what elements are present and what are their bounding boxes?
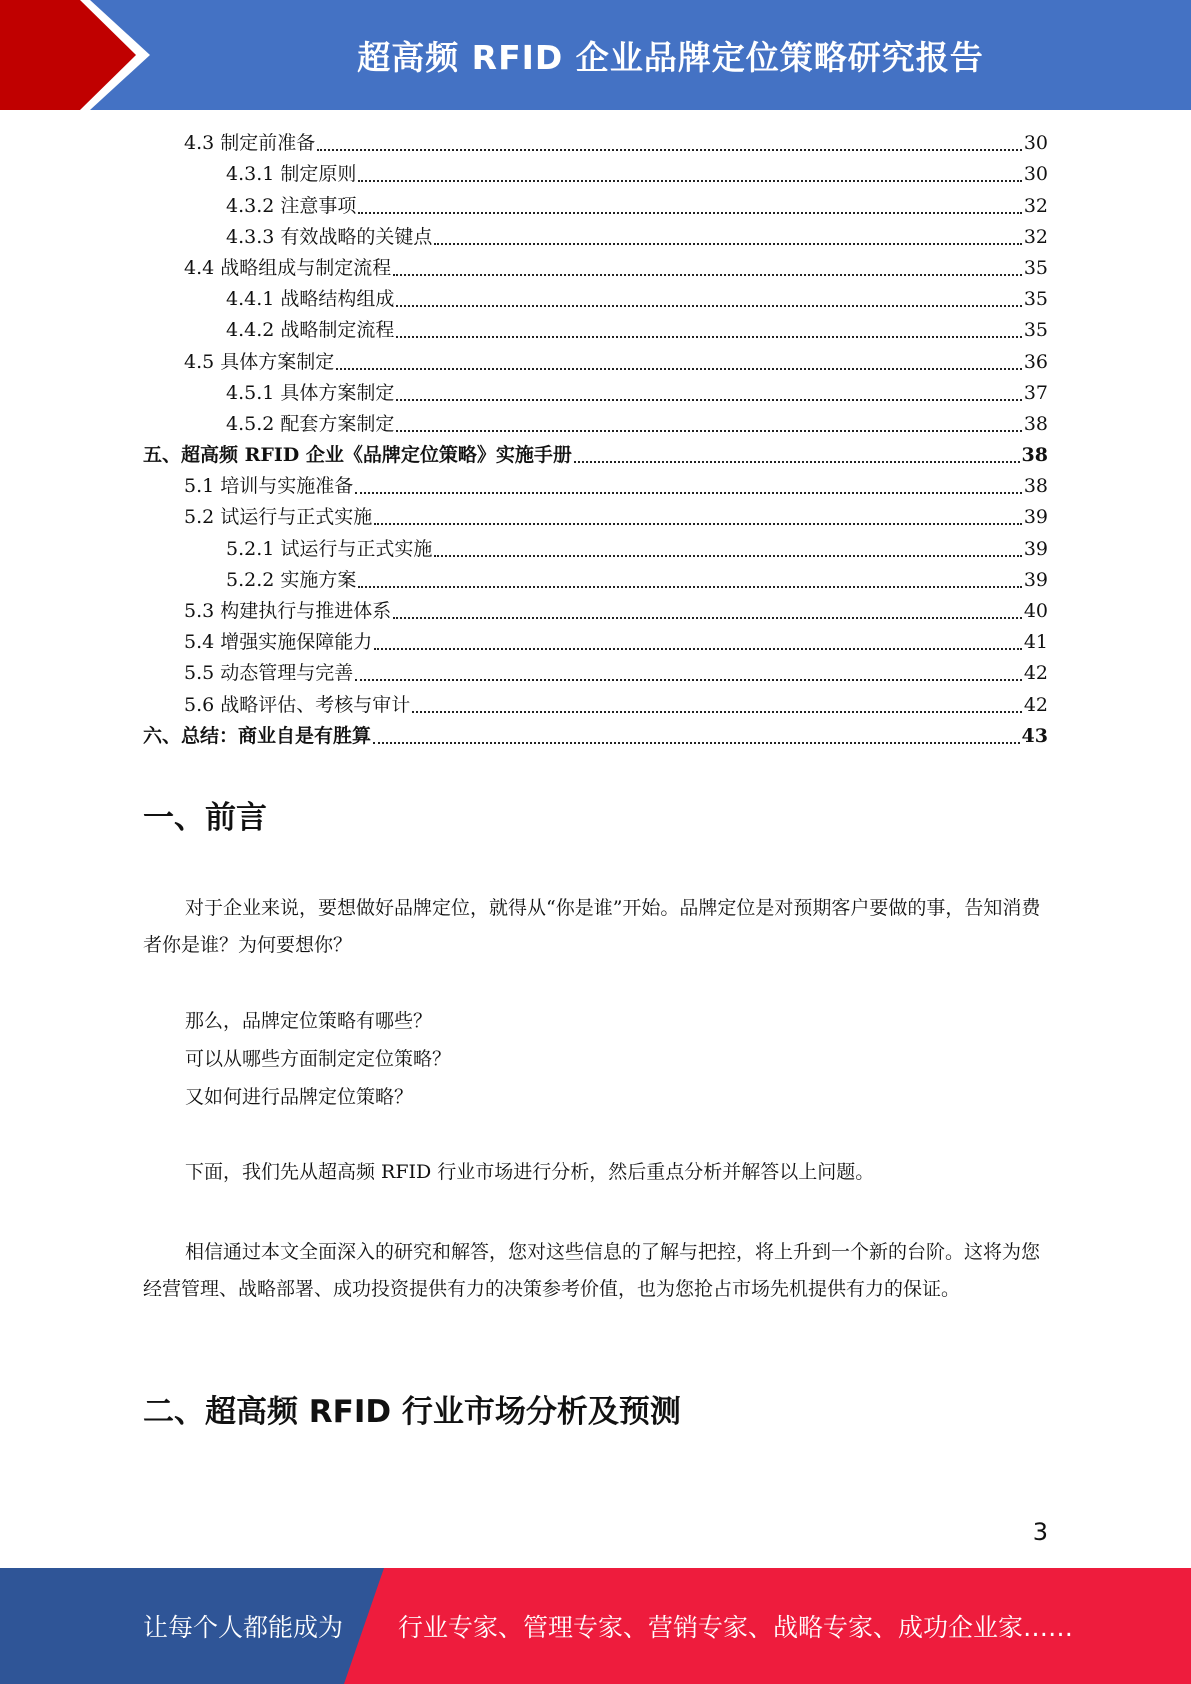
preface-paragraph-2: 下面，我们先从超高频 RFID 行业市场进行分析，然后重点分析并解答以上问题。: [185, 1161, 875, 1183]
toc-entry-label: 5.4 增强实施保障能力: [184, 631, 373, 654]
preface-paragraph-1: 对于企业来说，要想做好品牌定位，就得从“你是谁”开始。品牌定位是对预期客户要做的事，告知消费者你是谁？为何要想你？: [143, 897, 1041, 956]
preface-question-2: 可以从哪些方面制定定位策略？: [185, 1048, 452, 1070]
toc-entry-label: 五、超高频 RFID 企业《品牌定位策略》实施手册: [143, 444, 572, 467]
toc-entry-page: 36: [1023, 350, 1048, 373]
toc-entry-page: 42: [1023, 693, 1048, 716]
toc-entry-label: 5.6 战略评估、考核与审计: [184, 693, 411, 716]
toc-leader-dots: [355, 679, 1022, 681]
toc-entry-page: 38: [1023, 412, 1048, 435]
toc-entry-page: 37: [1023, 381, 1048, 404]
toc-entry-label: 4.5.1 具体方案制定: [226, 381, 395, 404]
toc-entry[interactable]: [143, 658, 1048, 689]
toc-leader-dots: [358, 586, 1021, 588]
report-title: 超高频 RFID 企业品牌定位策略研究报告: [357, 37, 984, 77]
toc-entry-label: 4.5.2 配套方案制定: [226, 412, 395, 435]
toc-entry-page: 35: [1023, 319, 1048, 342]
toc-leader-dots: [358, 212, 1021, 214]
red-arrow-logo: [0, 0, 160, 110]
toc-leader-dots: [396, 336, 1021, 338]
section-heading-market: 二、超高频 RFID 行业市场分析及预测: [143, 1394, 681, 1430]
toc-entry-page: 38: [1023, 475, 1048, 498]
toc-leader-dots: [396, 399, 1021, 401]
toc-entry-page: 43: [1021, 724, 1048, 747]
toc-entry-page: 42: [1023, 662, 1048, 685]
toc-entry[interactable]: [143, 159, 1048, 190]
toc-entry[interactable]: [143, 346, 1048, 377]
toc-entry[interactable]: [143, 502, 1048, 533]
toc-leader-dots: [373, 742, 1020, 744]
toc-leader-dots: [317, 149, 1022, 151]
toc-leader-dots: [574, 461, 1020, 463]
toc-entry-page: 40: [1023, 600, 1048, 622]
toc-entry-label: 5.2.1 试运行与正式实施: [226, 537, 433, 560]
toc-entry-page: 30: [1023, 132, 1048, 155]
toc-entry[interactable]: [143, 596, 1048, 627]
toc-entry-label: 4.3 制定前准备: [184, 132, 316, 155]
toc-entry[interactable]: [143, 471, 1048, 502]
toc-leader-dots: [355, 492, 1022, 494]
toc-entry-label: 5.1 培训与实施准备: [184, 475, 354, 498]
page-footer: [0, 1568, 1191, 1684]
toc-entry-label: 5.5 动态管理与完善: [184, 662, 354, 685]
toc-entry-label: 5.2 试运行与正式实施: [184, 506, 373, 529]
toc-entry-label: 4.5 具体方案制定: [184, 350, 335, 373]
toc-entry-page: 30: [1023, 163, 1048, 186]
toc-entry-page: 41: [1023, 631, 1048, 654]
page-number: 3: [1032, 1518, 1048, 1546]
toc-entry[interactable]: [143, 378, 1048, 409]
toc-entry[interactable]: [143, 315, 1048, 346]
toc-entry-label: 5.2.2 实施方案: [226, 568, 357, 591]
toc-entry[interactable]: [143, 222, 1048, 253]
toc-leader-dots: [374, 523, 1022, 525]
toc-entry-label: 六、总结：商业自是有胜算: [143, 724, 372, 747]
toc-leader-dots: [393, 274, 1022, 276]
toc-entry-label: 5.3 构建执行与推进体系: [184, 600, 392, 622]
toc-entry-label: 4.4 战略组成与制定流程: [184, 256, 392, 279]
toc-entry[interactable]: [143, 689, 1048, 720]
preface-paragraph-3: 相信通过本文全面深入的研究和解答，您对这些信息的了解与把控，将上升到一个新的台阶。这将为您经营管理、战略部署、成功投资提供有力的决策参考价值，也为您抢占市场先机提供有力的保证。: [143, 1241, 1041, 1300]
toc-leader-dots: [396, 430, 1021, 432]
toc-leader-dots: [412, 711, 1022, 713]
toc-entry[interactable]: [143, 721, 1048, 752]
toc-entry[interactable]: [143, 533, 1048, 564]
toc-entry[interactable]: [143, 409, 1048, 440]
toc-entry-page: 32: [1023, 194, 1048, 217]
toc-leader-dots: [434, 555, 1021, 557]
toc-entry[interactable]: [143, 440, 1048, 471]
toc-leader-dots: [434, 243, 1021, 245]
toc-entry-label: 4.4.2 战略制定流程: [226, 319, 395, 342]
footer-slogan: 让每个人都能成为: [143, 1613, 344, 1642]
page-header: [0, 0, 1191, 110]
toc-entry-label: 4.3.3 有效战略的关键点: [226, 225, 433, 248]
toc-entry-page: 39: [1023, 506, 1048, 529]
toc-entry[interactable]: [143, 190, 1048, 221]
toc-entry-label: 4.3.1 制定原则: [226, 163, 357, 186]
toc-entry[interactable]: [143, 253, 1048, 284]
toc-entry-page: 35: [1023, 256, 1048, 279]
toc-entry-label: 4.4.1 战略结构组成: [226, 288, 395, 311]
toc-entry-page: 35: [1023, 288, 1048, 311]
footer-roles: 行业专家、管理专家、营销专家、战略专家、成功企业家……: [398, 1613, 1074, 1642]
toc-entry-page: 39: [1023, 537, 1048, 560]
table-of-contents: [143, 128, 1048, 752]
toc-entry[interactable]: [143, 128, 1048, 159]
toc-entry-page: 39: [1023, 568, 1048, 591]
toc-entry-page: 38: [1021, 444, 1048, 467]
preface-question-3: 又如何进行品牌定位策略？: [185, 1086, 414, 1108]
toc-entry[interactable]: [143, 565, 1048, 596]
section-heading-preface: 一、前言: [143, 800, 267, 836]
toc-entry[interactable]: [143, 627, 1048, 658]
toc-leader-dots: [393, 617, 1022, 619]
toc-entry-label: 4.3.2 注意事项: [226, 194, 357, 217]
toc-entry-page: 32: [1023, 225, 1048, 248]
toc-leader-dots: [336, 368, 1022, 370]
toc-leader-dots: [374, 648, 1022, 650]
toc-leader-dots: [358, 180, 1021, 182]
toc-entry[interactable]: [143, 284, 1048, 315]
toc-leader-dots: [396, 305, 1021, 307]
preface-question-1: 那么，品牌定位策略有哪些？: [185, 1010, 433, 1032]
